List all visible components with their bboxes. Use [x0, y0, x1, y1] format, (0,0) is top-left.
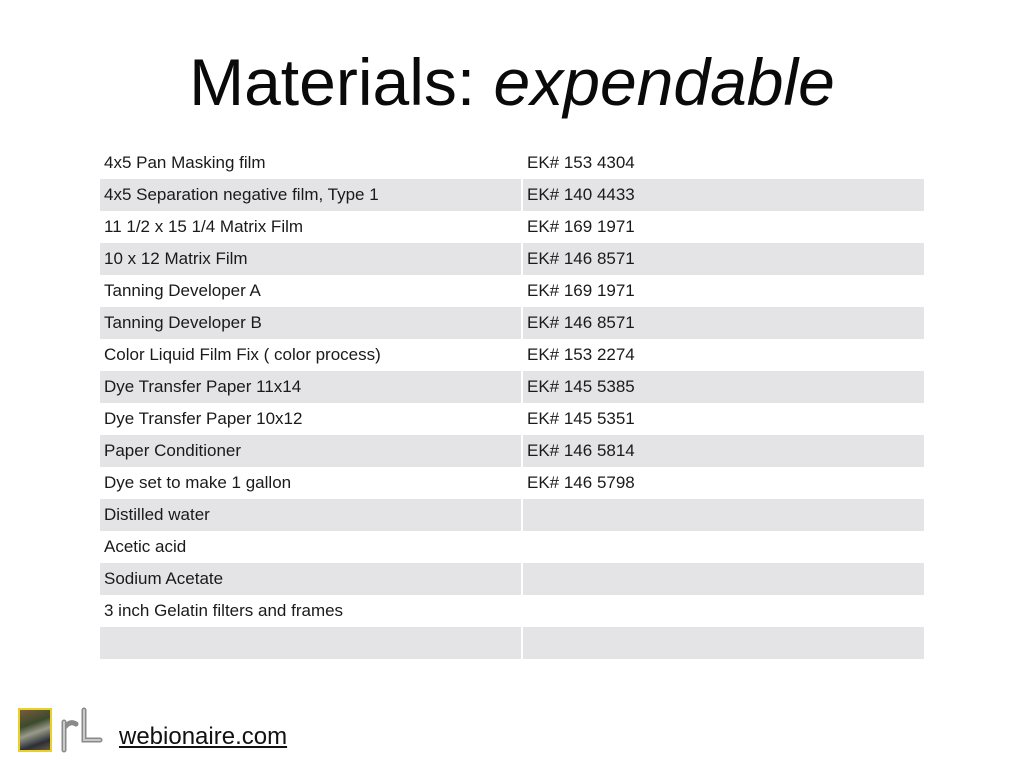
website-link[interactable]: webionaire.com: [119, 723, 288, 750]
logo-photo: [18, 708, 52, 752]
slide-title: [0, 40, 1024, 124]
table-row: [100, 179, 924, 211]
item-cell: [100, 627, 522, 659]
table-row: [100, 627, 924, 659]
item-cell: 4x5 Separation negative film, Type 1: [100, 179, 522, 211]
table-row: [100, 371, 924, 403]
code-cell: EK# 169 1971: [522, 275, 924, 307]
code-cell: [522, 499, 924, 531]
table-row: [100, 531, 924, 563]
item-cell: Distilled water: [100, 499, 522, 531]
item-cell: Dye Transfer Paper 10x12: [104, 409, 303, 428]
code-cell: EK# 146 5814: [522, 435, 924, 467]
item-cell: Acetic acid: [104, 537, 187, 556]
code-cell: EK# 153 2274: [522, 339, 924, 371]
item-cell: 10 x 12 Matrix Film: [100, 243, 522, 275]
item-cell: Tanning Developer A: [104, 281, 261, 300]
materials-table: [100, 147, 924, 659]
table-row: [100, 563, 924, 595]
code-cell: EK# 169 1971: [522, 211, 924, 243]
code-cell: [522, 595, 924, 627]
code-cell: EK# 140 4433: [522, 179, 924, 211]
logo-glyph-icon: [58, 706, 106, 756]
table-row: [100, 435, 924, 467]
table-row: [100, 307, 924, 339]
item-cell: Tanning Developer B: [100, 307, 522, 339]
table-row: [100, 467, 924, 499]
table-row: [100, 211, 924, 243]
code-cell: EK# 145 5385: [522, 371, 924, 403]
item-cell: 4x5 Pan Masking film: [104, 153, 266, 172]
table-row: [100, 275, 924, 307]
title-emphasis: expendable: [493, 45, 835, 119]
table-row: [100, 595, 924, 627]
code-cell: EK# 153 4304: [522, 147, 924, 179]
item-cell: Color Liquid Film Fix ( color process): [104, 345, 381, 364]
item-cell: Dye set to make 1 gallon: [104, 473, 292, 492]
code-cell: [522, 627, 924, 659]
code-cell: [522, 531, 924, 563]
item-cell: 11 1/2 x 15 1/4 Matrix Film: [104, 217, 304, 236]
code-cell: EK# 146 5798: [522, 467, 924, 499]
item-cell: 3 inch Gelatin filters and frames: [104, 601, 344, 620]
table-row: [100, 339, 924, 371]
code-cell: EK# 146 8571: [522, 243, 924, 275]
code-cell: [522, 563, 924, 595]
table-row: [100, 403, 924, 435]
code-cell: EK# 146 8571: [522, 307, 924, 339]
item-cell: Dye Transfer Paper 11x14: [100, 371, 522, 403]
item-cell: Paper Conditioner: [100, 435, 522, 467]
table-row: [100, 147, 924, 179]
item-cell: Sodium Acetate: [100, 563, 522, 595]
webionaire-logo-icon: [18, 706, 106, 756]
title-main: Materials:: [189, 45, 476, 119]
code-cell: EK# 145 5351: [522, 403, 924, 435]
table-row: [100, 499, 924, 531]
table-row: [100, 243, 924, 275]
